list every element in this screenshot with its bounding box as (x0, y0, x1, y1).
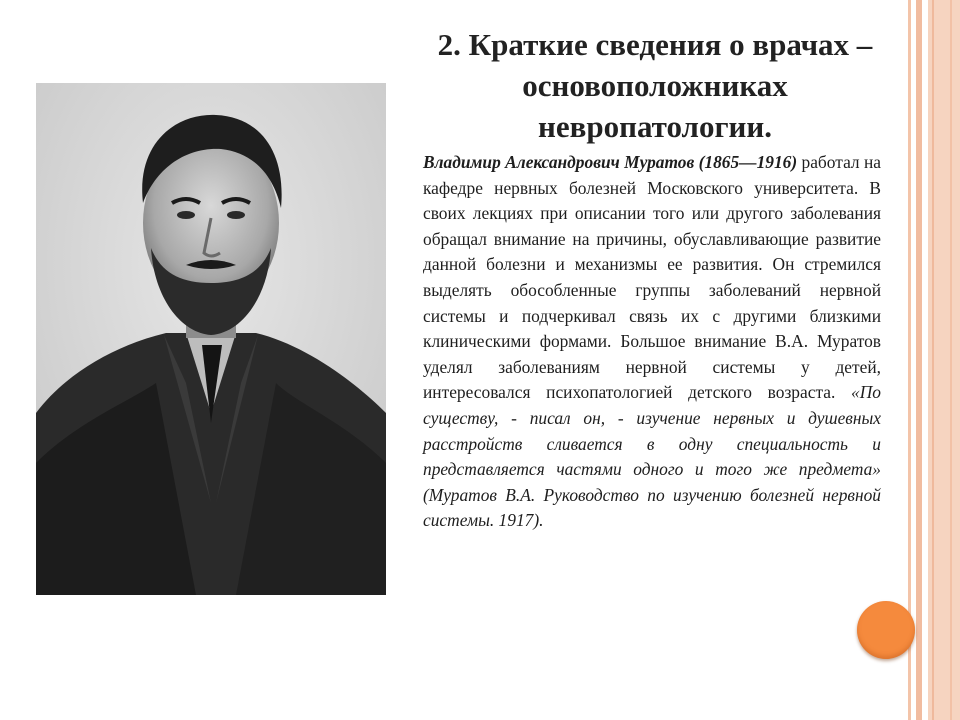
slide-body-text (423, 150, 881, 534)
slide-title: 2. Краткие сведения о врачах – основоположниках невропатологии. (437, 27, 873, 144)
decor-stripe (916, 0, 922, 720)
person-name-dates: Владимир Александрович Муратов (1865—1916) (423, 152, 798, 172)
biography-text: работал на кафедре нервных болезней Московского университета. В своих лекциях при описании того или другого заболевания обращал внимание на причины, обуславливающие развитие данной болезни и механизмы ее развития. Он стремился выделять обособленные группы заболеваний нервной системы и подчеркивал связь их с другими близкими клиническими формами. Большое внимание В.А. Муратов уделял заболеваниям нервной системы у детей, интересовался психопатологией детского возраста. (423, 152, 882, 403)
portrait-photo (36, 83, 386, 595)
decor-stripe (932, 0, 934, 720)
quote-text: «По существу, - писал он, - изучение нервных и душевных расстройств сливается в одну специальность и представляется частями одного и того же предмета» (Муратов В.А. Руководство по изучению болезней нервной системы. 1917). (423, 382, 881, 531)
decor-stripe (950, 0, 952, 720)
portrait-illustration (36, 83, 386, 595)
orange-circle-decoration (857, 601, 915, 659)
